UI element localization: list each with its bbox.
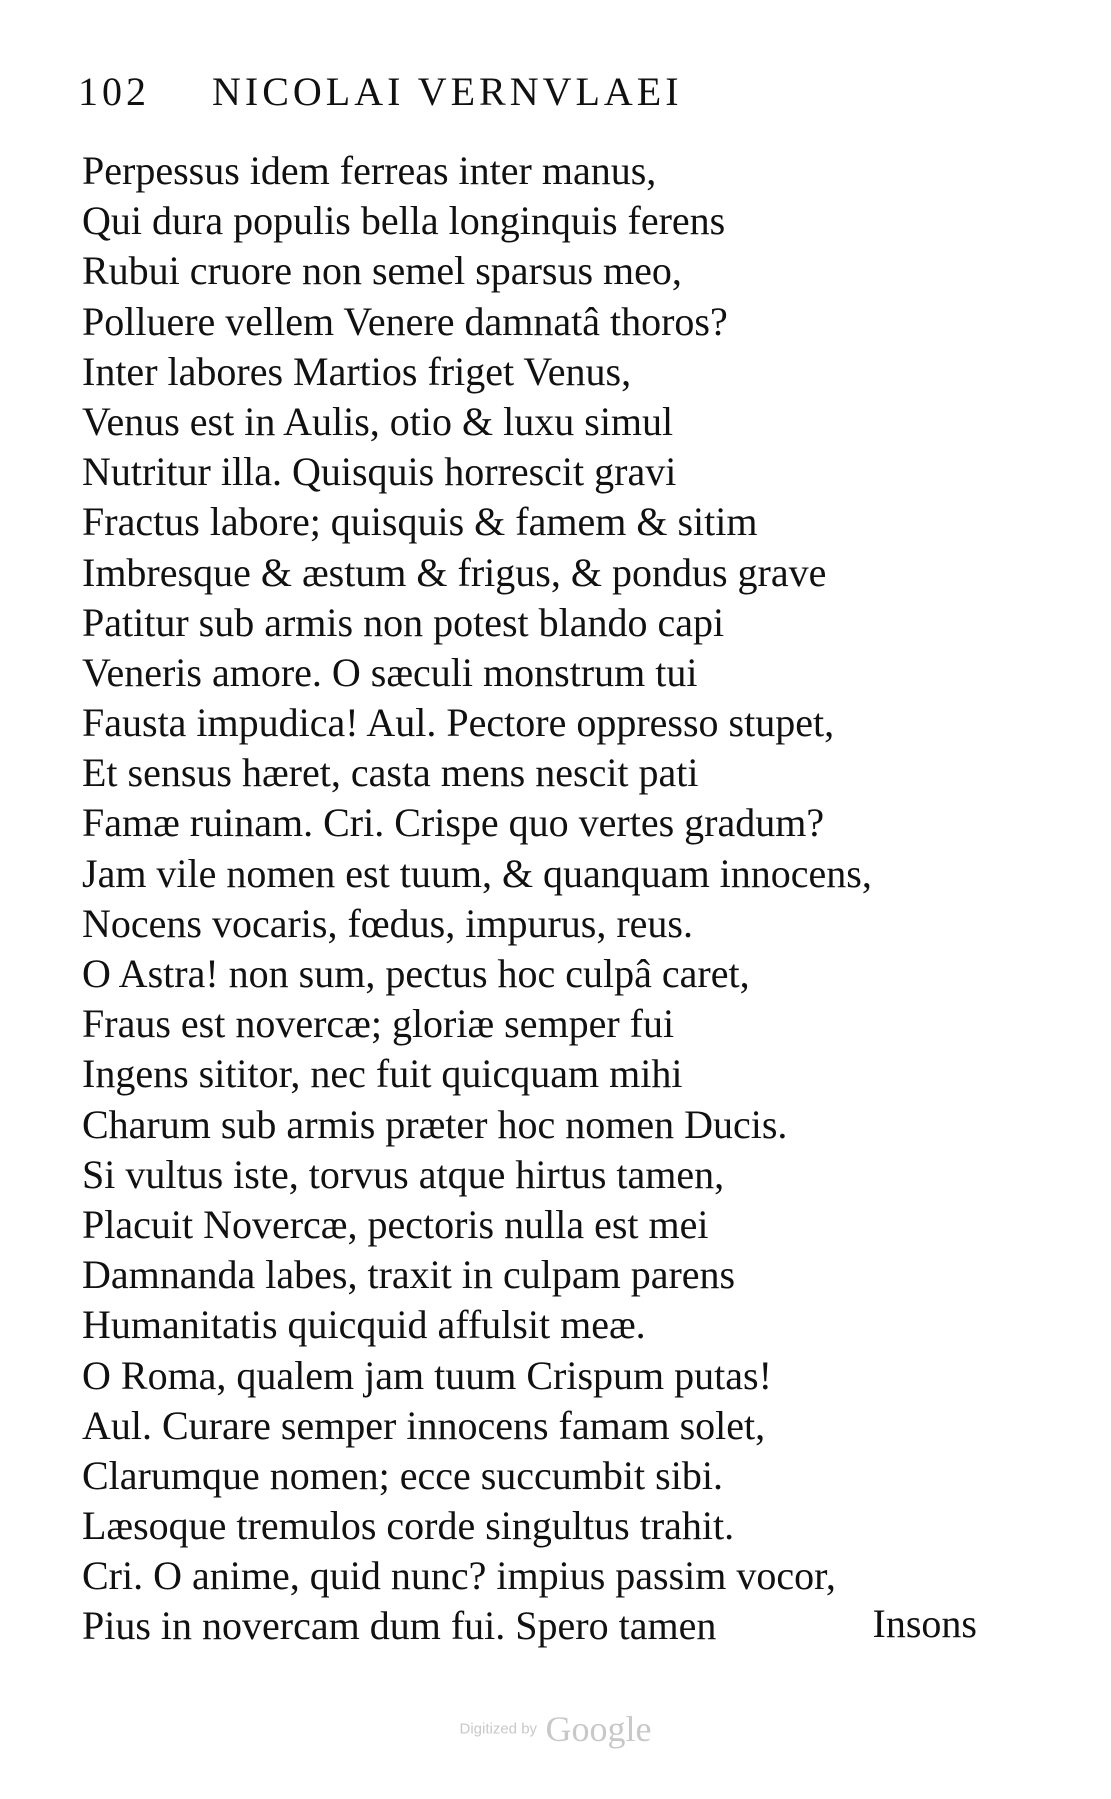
verse-line: Charum sub armis præter hoc nomen Ducis. [82, 1101, 788, 1147]
digitized-by-footer [0, 1708, 1111, 1750]
verse-line: Fausta impudica! Aul. Pectore oppresso stupet, [82, 700, 835, 746]
verse-line: Jam vile nomen est tuum, & quanquam innocens, [82, 850, 872, 896]
verse-line: Venus est in Aulis, otio & luxu simul [82, 398, 674, 444]
verse-line: Aul. Curare semper innocens famam solet, [82, 1402, 766, 1448]
running-head-author: NICOLAI VERNVLAEI [212, 69, 683, 114]
verse-line: Læsoque tremulos corde singultus trahit. [82, 1503, 735, 1549]
verse-line: Fractus labore; quisquis & famem & sitim [82, 499, 758, 545]
verse-line: Perpessus idem ferreas inter manus, [82, 148, 657, 193]
verse-line: O Roma, qualem jam tuum Crispum putas! [82, 1352, 772, 1398]
verse-line: Si vultus iste, torvus atque hirtus tamen, [82, 1151, 725, 1197]
digitized-label: Digitized by [459, 1720, 538, 1738]
page-number: 102 [78, 69, 150, 114]
verse-line: Inter labores Martios friget Venus, [82, 348, 632, 394]
verse-line: Cri. O anime, quid nunc? impius passim vocor, [82, 1553, 836, 1599]
verse-line: Humanitatis quicquid affulsit meæ. [82, 1302, 646, 1348]
catchword: Insons [872, 1601, 977, 1646]
verse-block [82, 146, 982, 1652]
verse-line: Nocens vocaris, fœdus, impurus, reus. [82, 900, 693, 946]
verse-line: Pius in novercam dum fui. Spero tamen [82, 1603, 717, 1649]
verse-line: Rubui cruore non semel sparsus meo, [82, 248, 682, 294]
verse-line: Polluere vellem Venere damnatâ thoros? [82, 298, 728, 344]
verse-line: O Astra! non sum, pectus hoc culpâ caret, [82, 951, 750, 996]
verse-line: Qui dura populis bella longinquis ferens [82, 198, 726, 244]
verse-line: Placuit Novercæ, pectoris nulla est mei [82, 1201, 709, 1247]
verse-line: Imbresque & æstum & frigus, & pondus grave [82, 549, 827, 595]
verse-line: Damnanda labes, traxit in culpam parens [82, 1252, 736, 1298]
verse-line: Ingens sititor, nec fuit quicquam mihi [82, 1051, 683, 1097]
verse-line: Et sensus hæret, casta mens nescit pati [82, 750, 699, 796]
running-head [78, 69, 898, 114]
verse-line: Patitur sub armis non potest blando capi [82, 599, 725, 645]
verse-line: Veneris amore. O sæculi monstrum tui [82, 649, 698, 695]
verse-line: Famæ ruinam. Cri. Crispe quo vertes gradum? [82, 800, 825, 846]
verse-line: Nutritur illa. Quisquis horrescit gravi [82, 449, 677, 495]
verse-line: Clarumque nomen; ecce succumbit sibi. [82, 1452, 723, 1498]
verse-line: Fraus est novercæ; gloriæ semper fui [82, 1001, 675, 1047]
google-logo: Google [545, 1709, 652, 1749]
